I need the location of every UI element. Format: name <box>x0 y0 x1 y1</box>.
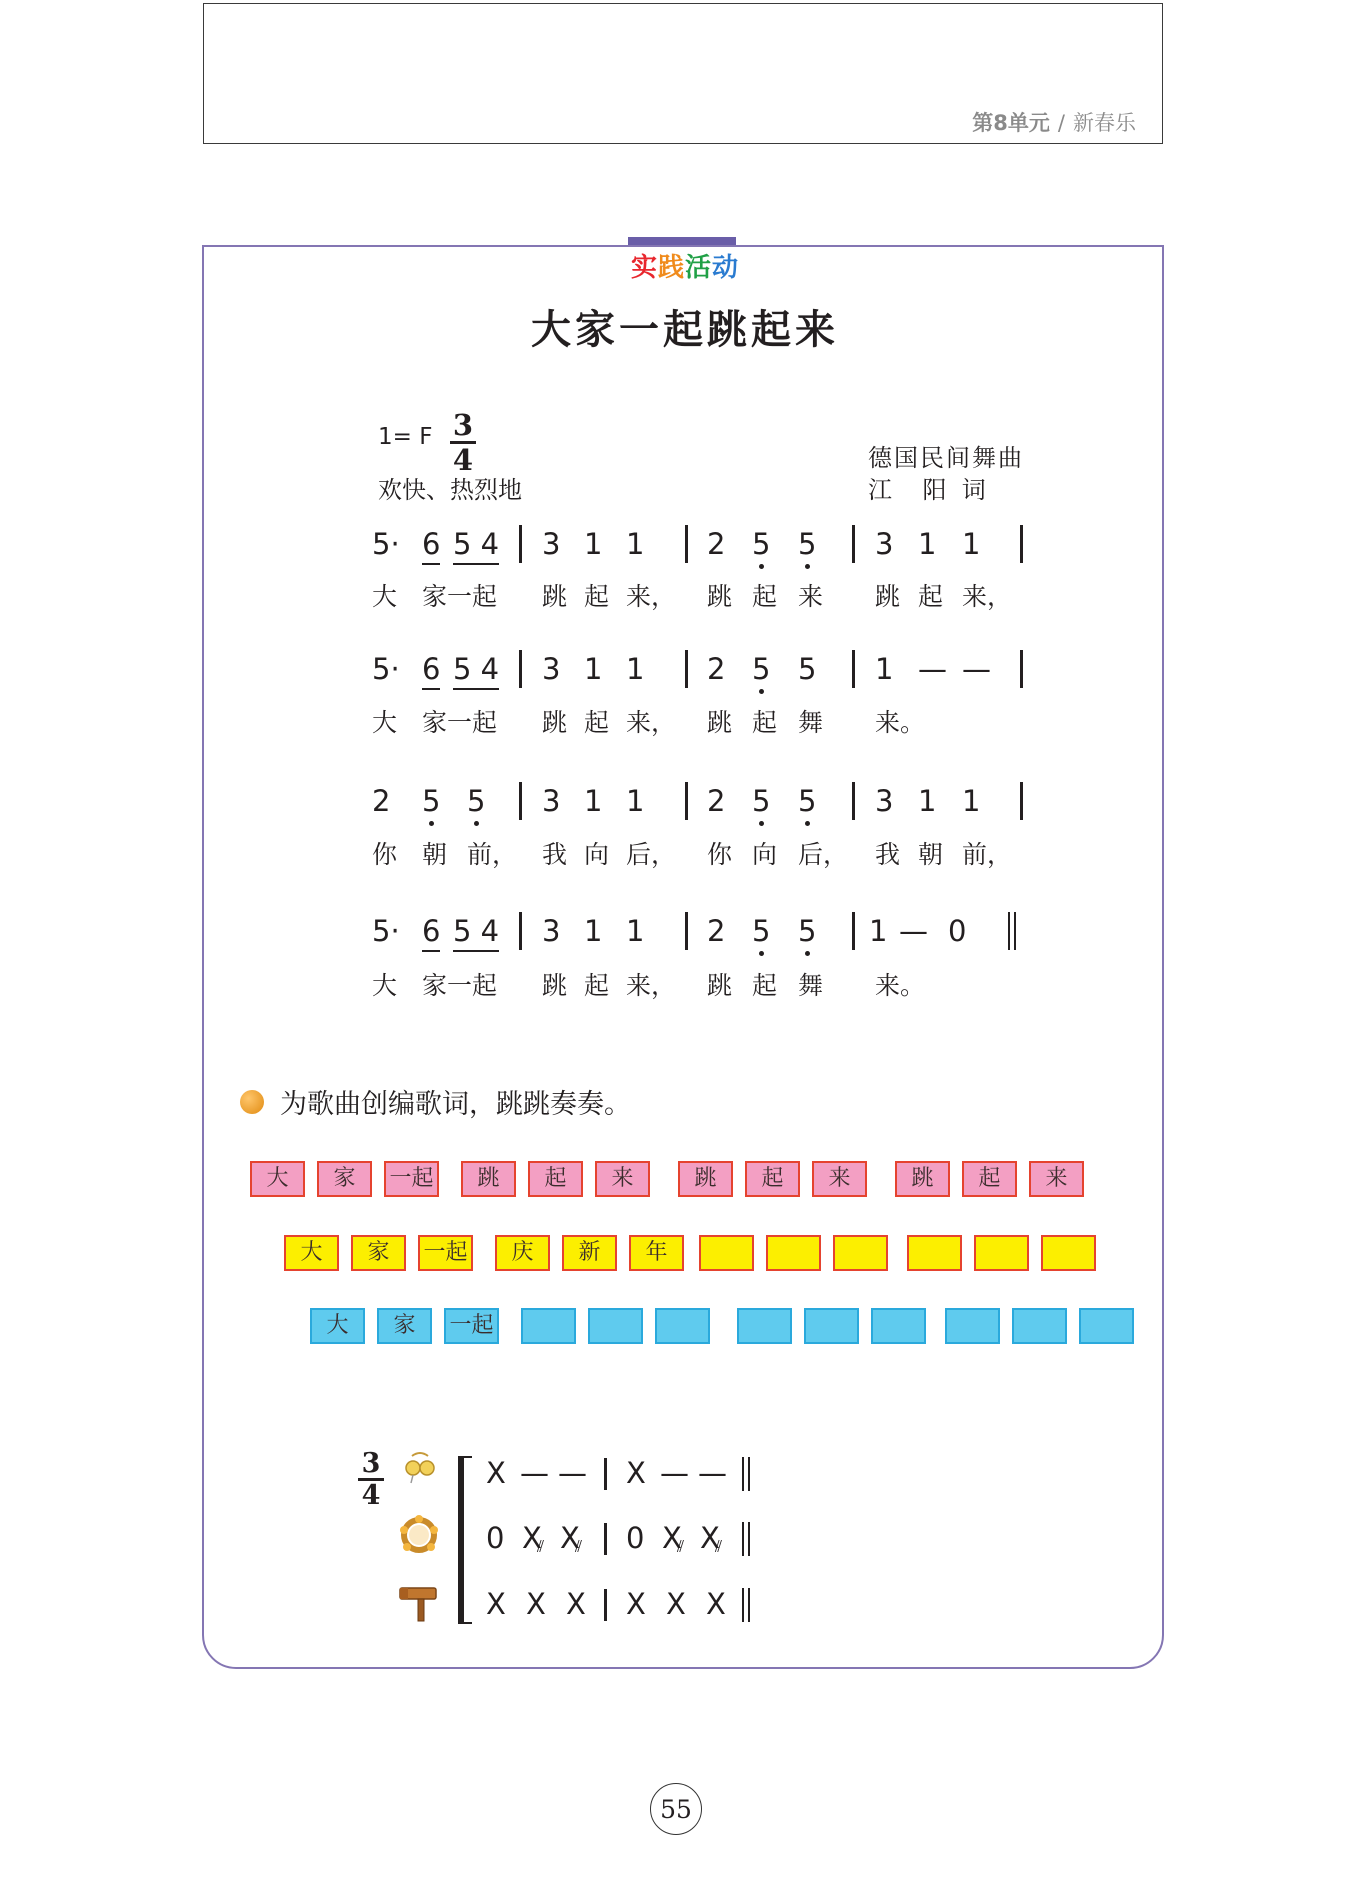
page-number: 55 <box>650 1783 702 1835</box>
lyric-box: 庆 <box>495 1235 550 1271</box>
lyricist: 江 阳 词 <box>868 476 986 504</box>
lyric-box: 新 <box>562 1235 617 1271</box>
lyric-box: 家 <box>351 1235 406 1271</box>
blank-lyric-box[interactable] <box>974 1235 1029 1271</box>
lyric-box: 来 <box>595 1161 650 1197</box>
notation-line: 2 5 5 3 1 1 2 5 5 3 1 1 <box>372 784 1032 824</box>
blank-lyric-box[interactable] <box>833 1235 888 1271</box>
lyric-box: 起 <box>962 1161 1017 1197</box>
blank-lyric-box[interactable] <box>655 1308 710 1344</box>
unit-label: 第8单元 / 新春乐 <box>972 111 1136 135</box>
lyric-box: 家 <box>377 1308 432 1344</box>
lyric-box: 来 <box>812 1161 867 1197</box>
lyric-box: 大 <box>284 1235 339 1271</box>
lyric-box: 跳 <box>461 1161 516 1197</box>
activity-label: 实践活动 <box>630 253 740 283</box>
blank-lyric-box[interactable] <box>1012 1308 1067 1344</box>
lyric-box: 一起 <box>384 1161 439 1197</box>
blank-lyric-box[interactable] <box>1079 1308 1134 1344</box>
notation-line: 5· 6 5 4 3 1 1 2 5 5 1 — — <box>372 652 1032 692</box>
lyric-box: 一起 <box>444 1308 499 1344</box>
blank-lyric-box[interactable] <box>907 1235 962 1271</box>
percussion-row: 0 X ⫽ X ⫽ 0 X ⫽ X ⫽ <box>486 1521 766 1557</box>
lyric-box: 起 <box>528 1161 583 1197</box>
header-frame <box>203 3 1163 144</box>
blank-lyric-box[interactable] <box>699 1235 754 1271</box>
notation-line: 5· 6 5 4 3 1 1 2 5 5 1 — 0 <box>372 914 1032 954</box>
bell-icon <box>402 1448 438 1488</box>
blank-lyric-box[interactable] <box>737 1308 792 1344</box>
key-signature: 1= F <box>378 424 433 450</box>
lyric-box: 来 <box>1029 1161 1084 1197</box>
percussion-row: X — — X — — <box>486 1456 766 1492</box>
bullet-icon <box>240 1090 264 1114</box>
notation-line: 5· 6 5 4 3 1 1 2 5 5 3 1 1 <box>372 527 1032 567</box>
lyric-box: 跳 <box>895 1161 950 1197</box>
blank-lyric-box[interactable] <box>766 1235 821 1271</box>
lyric-box: 一起 <box>418 1235 473 1271</box>
system-bracket <box>458 1456 472 1624</box>
song-title: 大家一起跳起来 <box>531 306 839 353</box>
lyric-box: 大 <box>310 1308 365 1344</box>
blank-lyric-box[interactable] <box>804 1308 859 1344</box>
blank-lyric-box[interactable] <box>521 1308 576 1344</box>
percussion-time-signature: 3 4 <box>358 1450 384 1509</box>
tempo-marking: 欢快、热烈地 <box>378 476 522 504</box>
lyric-box: 大 <box>250 1161 305 1197</box>
lyric-box: 起 <box>745 1161 800 1197</box>
task-instruction: 为歌曲创编歌词，跳跳奏奏。 <box>280 1089 631 1120</box>
blank-lyric-box[interactable] <box>871 1308 926 1344</box>
blank-lyric-box[interactable] <box>588 1308 643 1344</box>
song-source: 德国民间舞曲 <box>868 444 1024 472</box>
wood-block-icon <box>398 1580 444 1626</box>
blank-lyric-box[interactable] <box>1041 1235 1096 1271</box>
blank-lyric-box[interactable] <box>945 1308 1000 1344</box>
lyric-box: 跳 <box>678 1161 733 1197</box>
time-signature: 3 4 <box>450 410 476 475</box>
lyric-box: 家 <box>317 1161 372 1197</box>
percussion-row: X X X X X X <box>486 1587 766 1623</box>
tambourine-icon <box>398 1514 440 1556</box>
lyric-box: 年 <box>629 1235 684 1271</box>
